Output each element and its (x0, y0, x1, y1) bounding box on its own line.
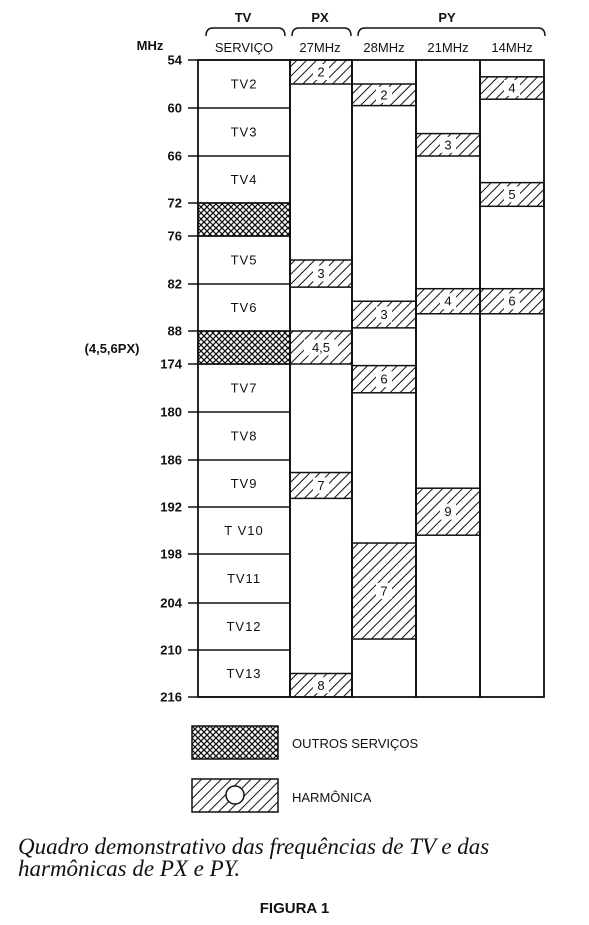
axis-tick-label: 66 (167, 148, 182, 164)
harmonic-label-py21: 3 (444, 137, 452, 153)
harmonic-label-py21: 4 (444, 293, 452, 309)
tv-channel-label: TV6 (230, 300, 258, 315)
axis-tick-label: 210 (160, 642, 182, 658)
axis-tick-label: 54 (167, 52, 182, 68)
tv-channel-label: TV5 (230, 252, 258, 268)
other-services-band (198, 331, 290, 364)
tv-channel-label: T V10 (224, 523, 264, 538)
axis-tick-label: 180 (160, 404, 182, 420)
axis-tick-label: 192 (160, 499, 182, 515)
axis-tick-label: 88 (167, 323, 182, 339)
axis-tick-label: 174 (160, 356, 182, 372)
tv-channel-label: TV2 (230, 76, 258, 92)
frequency-axis (160, 53, 198, 705)
harmonic-label-px27: 4,5 (311, 340, 331, 355)
brace-tv (206, 28, 285, 36)
axis-tick-label: 82 (167, 276, 182, 292)
header-px-27mhz: 27MHz (299, 40, 341, 55)
column-outline-py14 (480, 60, 544, 697)
axis-tick-label: 186 (160, 452, 182, 468)
axis-tick-label: 198 (160, 546, 182, 562)
tv-channel-label: TV11 (226, 571, 262, 586)
harmonic-label-py14: 4 (508, 80, 516, 96)
harmonic-label-py14: 6 (508, 293, 516, 309)
header-px: PX (311, 10, 329, 25)
legend-circle-icon (226, 786, 244, 804)
harmonic-label-px27: 2 (317, 64, 325, 80)
brace-py (358, 28, 545, 36)
header-servico: SERVIÇO (214, 40, 274, 55)
tv-channel-label: TV13 (226, 666, 262, 681)
figure-number: FIGURA 1 (259, 900, 330, 917)
header-py-14mhz: 14MHz (491, 40, 533, 55)
tv-channel-label: TV3 (230, 124, 258, 140)
axis-tick-label: 216 (160, 689, 182, 705)
harmonic-label-px27: 8 (317, 677, 325, 693)
column-outline-px27 (290, 60, 352, 697)
side-note-4-5-6px: (4,5,6PX) (84, 341, 140, 356)
axis-tick-label: 60 (167, 100, 182, 116)
harmonic-label-py28: 3 (380, 307, 388, 323)
header-py-21mhz: 21MHz (427, 40, 469, 55)
harmonic-label-py28: 6 (380, 371, 388, 387)
harmonic-label-py28: 2 (380, 87, 388, 103)
tv-channel-label: TV4 (230, 172, 258, 187)
axis-tick-label: 72 (167, 195, 182, 211)
header-py: PY (438, 10, 456, 25)
legend-label-outros-servicos: OUTROS SERVIÇOS (292, 736, 419, 751)
axis-unit-mhz: MHz (136, 38, 164, 53)
axis-tick-label: 204 (160, 595, 182, 611)
axis-tick-label: 76 (167, 228, 182, 244)
header-tv: TV (234, 10, 252, 25)
tv-channel-label: TV7 (230, 380, 258, 396)
harmonic-label-px27: 7 (317, 477, 325, 493)
tv-channel-label: TV9 (230, 476, 258, 491)
tv-channel-label: TV8 (230, 428, 258, 444)
harmonic-label-px27: 3 (317, 266, 325, 282)
brace-px (292, 28, 351, 36)
harmonic-label-py14: 5 (508, 186, 516, 202)
figure-caption: Quadro demonstrativo das frequências de TV e das harmônicas de PX e PY. (18, 834, 490, 881)
legend-swatch-outros-servicos (192, 726, 278, 759)
header-py-28mhz: 28MHz (363, 40, 405, 55)
harmonic-label-py21: 9 (444, 504, 452, 520)
harmonic-label-py28: 7 (380, 583, 388, 599)
tv-channel-label: TV12 (226, 619, 262, 634)
legend-label-harmonica: HARMÔNICA (292, 790, 372, 805)
other-services-band (198, 203, 290, 236)
